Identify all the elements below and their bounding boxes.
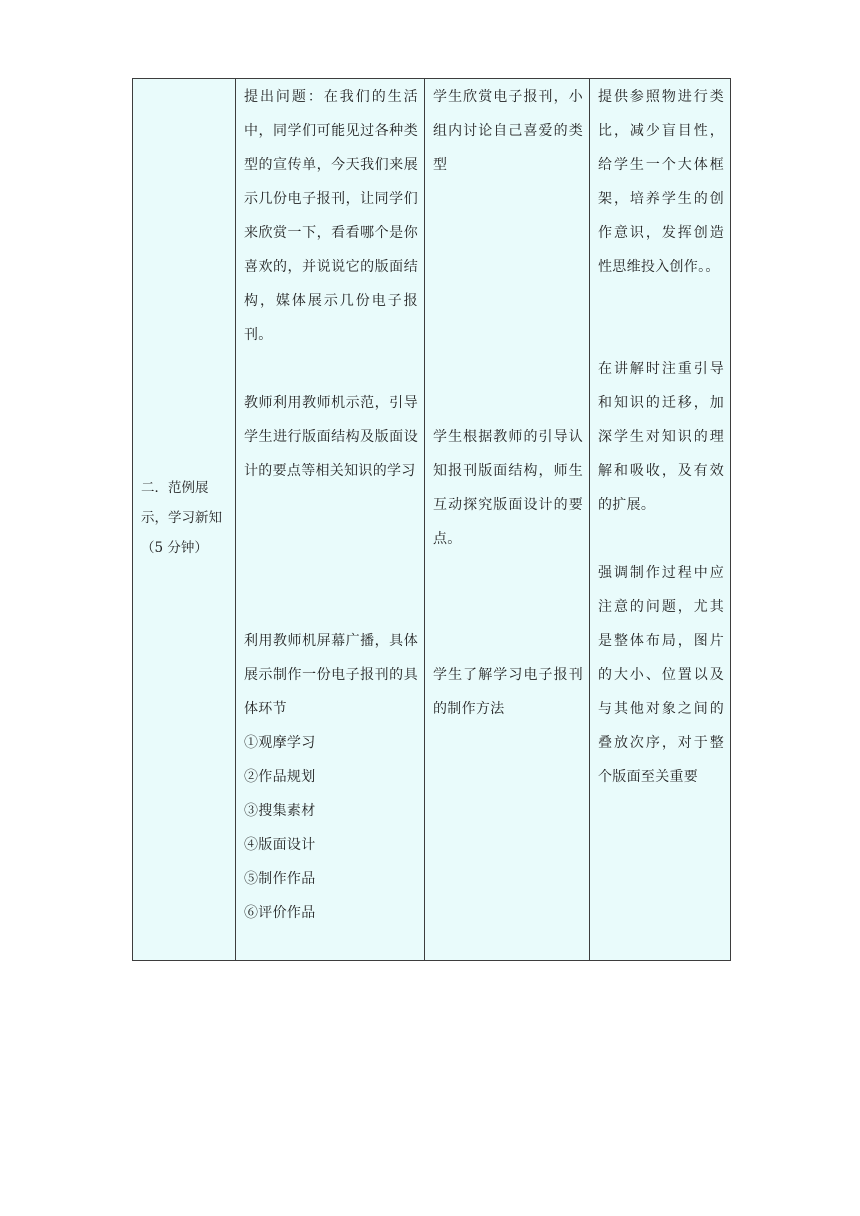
lesson-plan-table	[132, 78, 731, 961]
step-item: ②作品规划	[244, 769, 316, 785]
stage-line-3: （5 分钟）	[141, 540, 208, 556]
teacher-activity-3-text: 利用教师机屏幕广播，具体展示制作一份电子报刊的具体环节	[244, 633, 418, 717]
stage-line-2: 示，学习新知	[141, 510, 222, 526]
student-activity-cell	[425, 79, 590, 961]
design-intent-cell	[590, 79, 731, 961]
stage-line-1: 二．范例展	[141, 480, 209, 496]
step-item: ③搜集素材	[244, 803, 316, 819]
step-item: ④版面设计	[244, 837, 316, 853]
student-activity-1: 学生欣赏电子报刊，小组内讨论自己喜爱的类型	[433, 89, 583, 173]
design-intent-1: 提供参照物进行类比，减少盲目性，给学生一个大体框架，培养学生的创作意识，发挥创造性思维投入创作。。	[598, 89, 724, 275]
table-row	[133, 79, 731, 961]
student-activity-3: 学生了解学习电子报刊的制作方法	[433, 667, 583, 717]
teacher-activity-3	[244, 624, 418, 930]
stage-label	[141, 473, 231, 563]
student-activity-2: 学生根据教师的引导认知报刊版面结构，师生互动探究版面设计的要点。	[433, 429, 583, 547]
step-item: ⑥评价作品	[244, 905, 316, 921]
stage-cell	[133, 79, 236, 961]
teacher-activity-1: 提出问题：在我们的生活中，同学们可能见过各种类型的宣传单，今天我们来展示几份电子报刊，让同学们来欣赏一下，看看哪个是你喜欢的，并说说它的版面结构，媒体展示几份电子报刊。	[244, 89, 418, 343]
design-intent-2: 在讲解时注重引导和知识的迁移，加深学生对知识的理解和吸收，及有效的扩展。	[598, 361, 724, 513]
design-intent-3: 强调制作过程中应注意的问题，尤其是整体布局，图片的大小、位置以及与其他对象之间的叠放次序，对于整个版面至关重要	[598, 565, 724, 785]
teacher-activity-cell	[236, 79, 425, 961]
teacher-activity-2: 教师利用教师机示范，引导学生进行版面结构及版面设计的要点等相关知识的学习	[244, 395, 418, 479]
step-item: ①观摩学习	[244, 735, 316, 751]
step-item: ⑤制作作品	[244, 871, 316, 887]
